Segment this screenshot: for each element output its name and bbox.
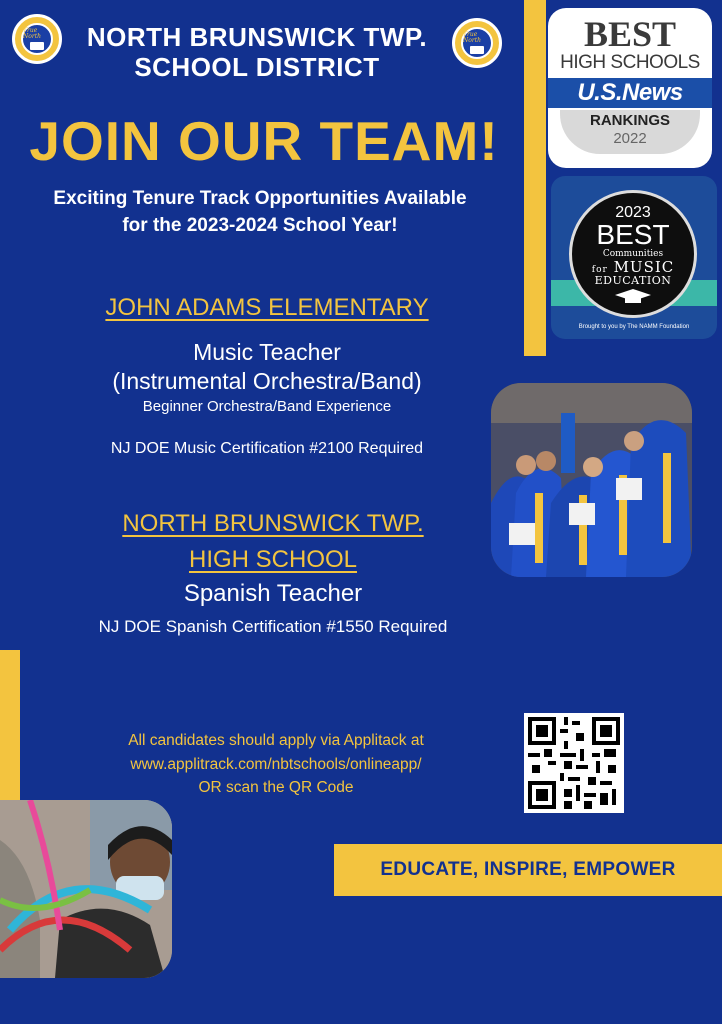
usnews-rankings-band xyxy=(560,110,700,154)
position-title-line2: (Instrumental Orchestra/Band) xyxy=(112,368,422,394)
seal-center xyxy=(21,23,53,55)
slogan-text: EDUCATE, INSPIRE, EMPOWER xyxy=(380,859,676,880)
namm-best-communities-badge xyxy=(551,176,717,339)
namm-communities: Communities xyxy=(602,249,664,259)
district-seal-right xyxy=(452,18,502,68)
namm-education: EDUCATION xyxy=(594,274,672,287)
namm-music-word: MUSIC xyxy=(613,258,675,276)
student-photo xyxy=(0,800,172,978)
headline: JOIN OUR TEAM! xyxy=(29,110,499,172)
subheadline xyxy=(10,185,510,239)
usnews-brand: U.S.News xyxy=(548,78,712,108)
qr-code[interactable] xyxy=(524,713,624,813)
position-title-spanish: Spanish Teacher xyxy=(183,580,363,607)
namm-best: BEST xyxy=(596,219,670,250)
school-name-line2: HIGH SCHOOL xyxy=(188,546,358,573)
graduation-cap-icon xyxy=(613,287,653,305)
apply-instructions xyxy=(70,729,482,800)
student-photo-image xyxy=(0,800,172,978)
apply-line1: All candidates should apply via Applitack at xyxy=(128,732,424,749)
certification-music: NJ DOE Music Certification #2100 Required xyxy=(110,440,424,457)
district-name xyxy=(66,22,448,82)
seal-book-icon xyxy=(30,42,44,50)
school-name-high-school xyxy=(20,506,526,578)
namm-footer: Brought to you by The NAMM Foundation xyxy=(578,324,690,330)
subheadline-line2: for the 2023-2024 School Year! xyxy=(122,215,398,236)
seal-book-icon xyxy=(470,46,484,54)
namm-seal xyxy=(569,190,697,318)
qr-code-image xyxy=(524,713,624,813)
slogan-banner xyxy=(334,844,722,896)
position-title-line1: Music Teacher xyxy=(193,339,341,365)
namm-year: 2023 xyxy=(615,204,651,221)
gold-accent-bar-left xyxy=(0,650,20,804)
subheadline-line1: Exciting Tenure Track Opportunities Available xyxy=(53,188,467,209)
namm-music xyxy=(572,259,694,275)
graduates-photo-image xyxy=(491,383,692,577)
district-seal-left xyxy=(12,14,62,64)
usnews-best-high-schools-badge xyxy=(548,8,712,168)
district-name-line1: NORTH BRUNSWICK TWP. xyxy=(86,22,428,52)
usnews-year: 2022 xyxy=(613,130,647,147)
graduates-photo xyxy=(491,383,692,577)
gold-accent-bar-right xyxy=(524,0,546,356)
seal-text: True North xyxy=(463,31,482,44)
school-name-elementary: JOHN ADAMS ELEMENTARY xyxy=(105,294,429,321)
district-name-line2: SCHOOL DISTRICT xyxy=(134,52,380,82)
seal-center xyxy=(461,27,493,59)
certification-spanish: NJ DOE Spanish Certification #1550 Required xyxy=(98,617,448,636)
apply-line3: OR scan the QR Code xyxy=(198,779,354,796)
position-title-music xyxy=(20,338,514,396)
apply-url[interactable]: www.applitrack.com/nbtschools/onlineapp/ xyxy=(130,755,422,773)
school-name-line1: NORTH BRUNSWICK TWP. xyxy=(122,510,424,537)
experience-requirement: Beginner Orchestra/Band Experience xyxy=(142,398,392,415)
usnews-rankings: RANKINGS xyxy=(589,112,670,129)
seal-text: True North xyxy=(23,27,42,40)
usnews-best: BEST xyxy=(583,14,677,54)
usnews-high-schools: HIGH SCHOOLS xyxy=(560,52,700,73)
namm-for: for xyxy=(591,265,608,275)
